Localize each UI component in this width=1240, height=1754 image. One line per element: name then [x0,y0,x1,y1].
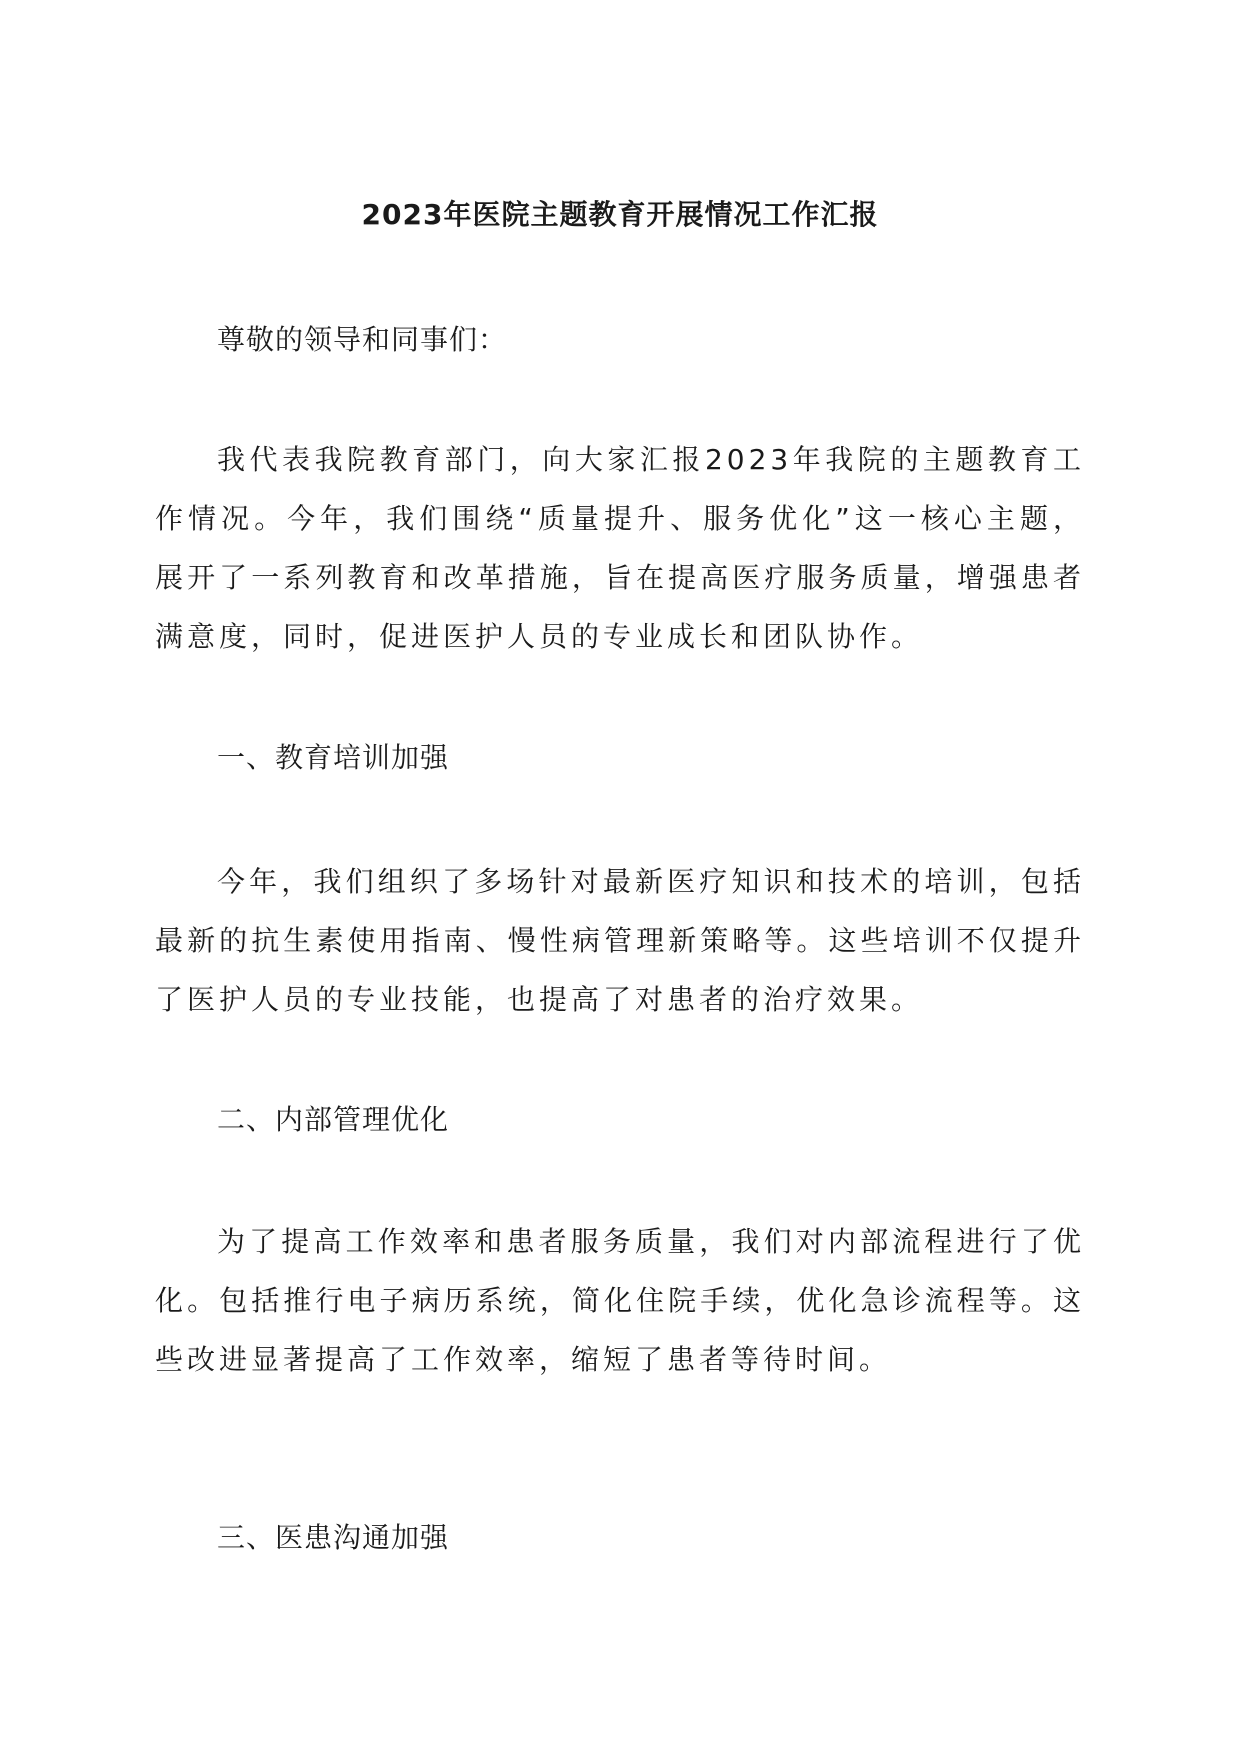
section-heading-1: 一、教育培训加强 [217,741,450,774]
section-paragraph-2: 为了提高工作效率和患者服务质量，我们对内部流程进行了优化。包括推行电子病历系统，简化住院手续，优化急诊流程等。这些改进显著提高了工作效率，缩短了患者等待时间。 [155,1225,1085,1376]
section-heading-2: 二、内部管理优化 [217,1103,450,1136]
intro-paragraph: 我代表我院教育部门，向大家汇报2023年我院的主题教育工作情况。今年，我们围绕“质量提升、服务优化”这一核心主题，展开了一系列教育和改革措施，旨在提高医疗服务质量，增强患者满意度，同时，促进医护人员的专业成长和团队协作。 [155,443,1085,653]
section-heading-3: 三、医患沟通加强 [217,1521,450,1554]
section-paragraph-1: 今年，我们组织了多场针对最新医疗知识和技术的培训，包括最新的抗生素使用指南、慢性病管理新策略等。这些培训不仅提升了医护人员的专业技能，也提高了对患者的治疗效果。 [155,865,1085,1016]
greeting: 尊敬的领导和同事们： [217,323,508,356]
document-title: 2023年医院主题教育开展情况工作汇报 [361,198,879,231]
